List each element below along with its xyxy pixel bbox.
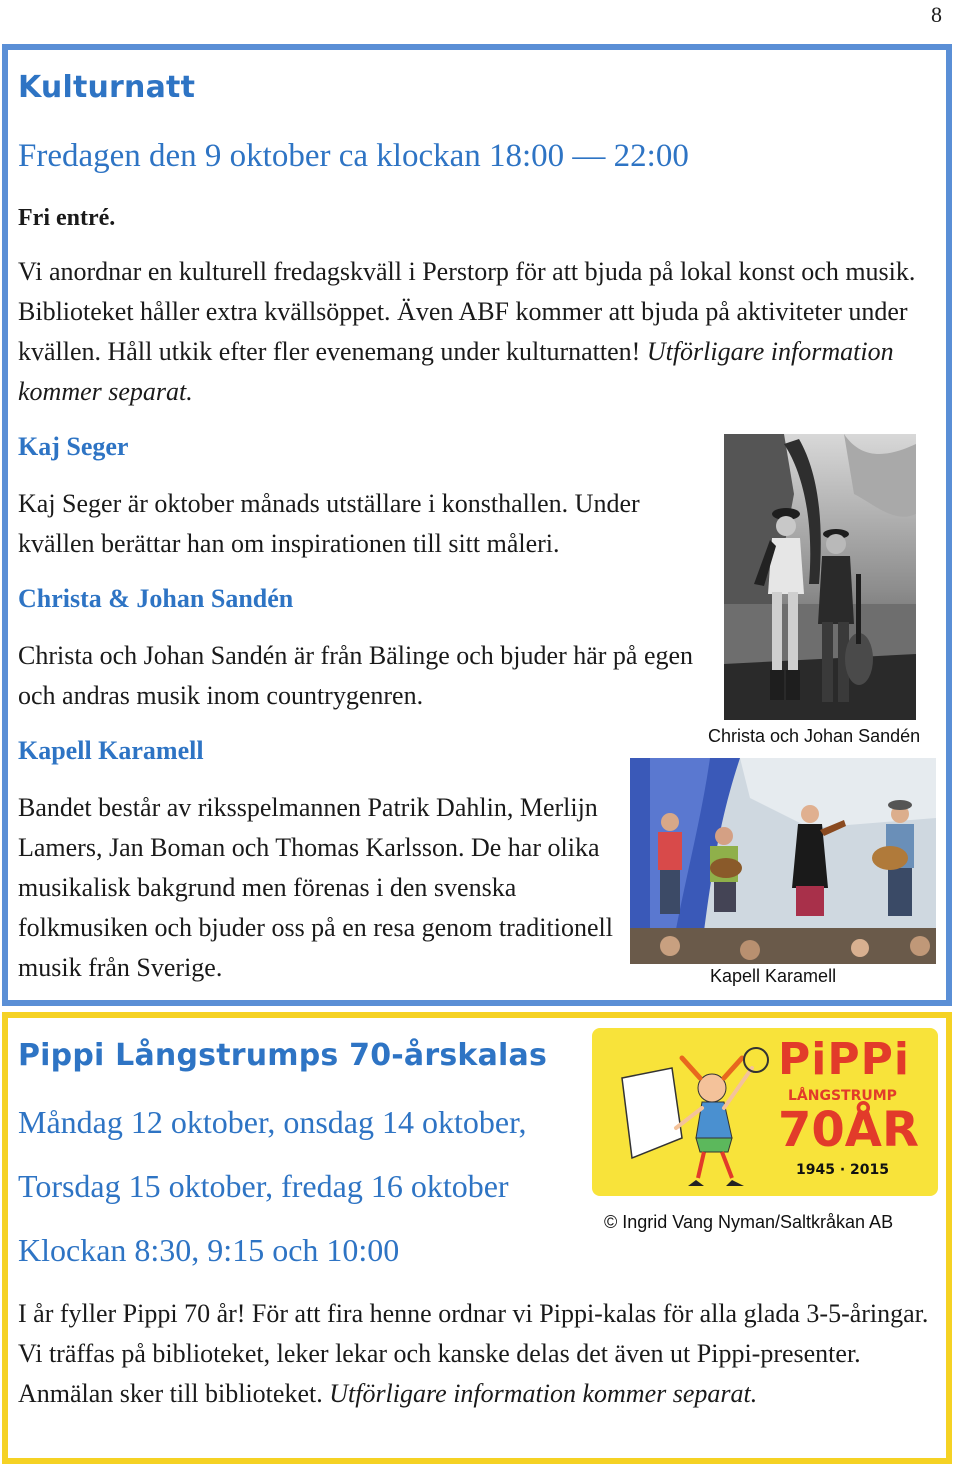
pippi-body-text: I år fyller Pippi 70 år! För att fira henne ordnar vi Pippi-kalas för alla glada 3-5-åringar. Vi träffas på biblioteket, leker lekar och kanske delas det även ut Pippi-presenter. Anmälan sker till biblioteket. (18, 1299, 929, 1408)
pippi-title: Pippi Långstrumps 70-årskalas (18, 1038, 547, 1073)
kulturnatt-title: Kulturnatt (18, 70, 196, 105)
christa-johan-photo (724, 434, 916, 720)
christa-heading: Christa & Johan Sandén (18, 584, 294, 613)
kulturnatt-date: Fredagen den 9 oktober ca klockan 18:00 — 22:00 (18, 138, 689, 174)
kapell-karamell-caption: Kapell Karamell (710, 966, 837, 986)
pippi-time-line: Klockan 8:30, 9:15 och 10:00 (18, 1232, 400, 1268)
christa-text: Christa och Johan Sandén är från Bälinge och bjuder här på egen och andras musik inom countrygenren. (18, 641, 694, 710)
kapell-karamell-photo (630, 758, 936, 964)
pippi-copyright: © Ingrid Vang Nyman/Saltkråkan AB (604, 1212, 894, 1232)
pippi-logo-years: 1945 · 2015 (796, 1162, 889, 1178)
kaj-text: Kaj Seger är oktober månads utställare i konsthallen. Under kvällen berättar han om inspirationen till sitt måleri. (18, 489, 640, 558)
kulturnatt-box (2, 44, 952, 1006)
pippi-logo-big: 70ÅR (778, 1102, 919, 1158)
pippi-date-line1: Måndag 12 oktober, onsdag 14 oktober, (18, 1104, 527, 1140)
pippi-logo-mid: LÅNGSTRUMP (788, 1088, 897, 1104)
kulturnatt-entry: Fri entré. (18, 205, 116, 231)
kapell-heading: Kapell Karamell (18, 736, 204, 765)
pippi-body (18, 1294, 943, 1414)
christa-johan-caption: Christa och Johan Sandén (708, 726, 921, 746)
pippi-box (2, 1012, 952, 1464)
pippi-date-line2: Torsdag 15 oktober, fredag 16 oktober (18, 1168, 509, 1204)
kulturnatt-intro (18, 252, 933, 412)
kulturnatt-intro-italic: Utförligare information kommer separat. (18, 337, 894, 406)
kaj-heading: Kaj Seger (18, 432, 129, 461)
kulturnatt-intro-text: Vi anordnar en kulturell fredagskväll i Perstorp för att bjuda på lokal konst och musik. Biblioteket håller extra kvällsöppet. Även ABF kommer att bjuda på aktiviteter under kvällen. Håll utkik efter fler evenemang under kulturnatten! (18, 257, 916, 366)
pippi-logo (592, 1028, 938, 1196)
page-number: 8 (931, 2, 942, 27)
pippi-logo-top: PiPPi (778, 1034, 910, 1085)
kapell-text: Bandet består av riksspelmannen Patrik Dahlin, Merlijn Lamers, Jan Boman och Thomas Karlsson. De har olika musikalisk bakgrund men förenas i den svenska folkmusiken och bjuder oss på en resa genom traditionell musik från Sverige. (18, 793, 613, 982)
pippi-body-italic: Utförligare information kommer separat. (329, 1379, 758, 1408)
